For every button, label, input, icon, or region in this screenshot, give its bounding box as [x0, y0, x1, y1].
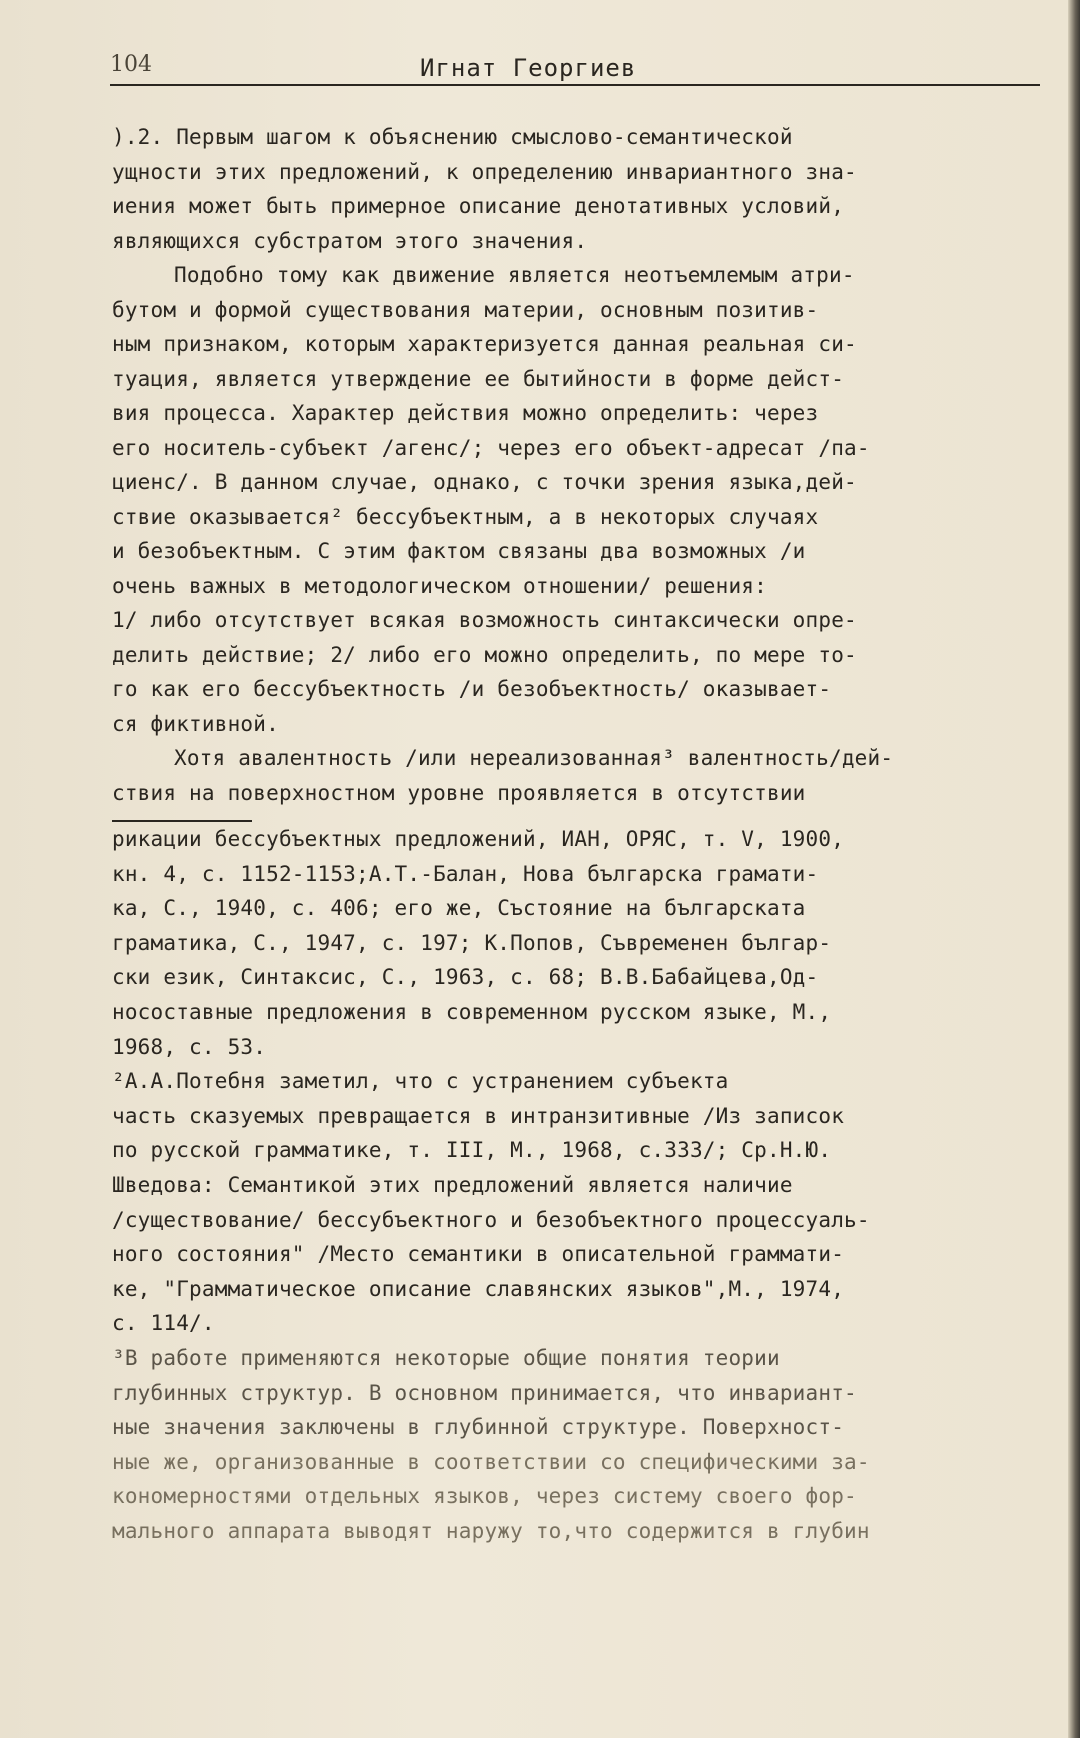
- footnote-line: ски език, Синтаксис, С., 1963, с. 68; В.В.Бабайцева,Од-: [112, 965, 819, 990]
- footnote-line: Шведова: Семантикой этих предложений является наличие: [112, 1172, 793, 1197]
- body-line: туация, является утверждение ее бытийности в форме дейст-: [112, 366, 845, 391]
- footnote-line: по русской грамматике, т. III, М., 1968, с.333/; Ср.Н.Ю.: [112, 1138, 832, 1163]
- body-line: ным признаком, которым характеризуется данная реальная си-: [112, 332, 857, 356]
- body-line: ущности этих предложений, к определению инвариантного зна-: [112, 159, 857, 184]
- body-line: его носитель-субъект /агенс/; через его объект-адресат /па-: [112, 435, 870, 460]
- page-edge-shadow: [1068, 0, 1080, 1738]
- footnote-line: кономерностями отдельных языков, через систему своего фор-: [112, 1484, 857, 1509]
- body-line: ).2. Первым шагом к объяснению смыслово-семантической: [112, 125, 793, 149]
- footnote-line: ные значения заключены в глубинной структуре. Поверхност-: [112, 1415, 845, 1440]
- footnotes: [112, 822, 1047, 1548]
- footnote-line: /существование/ бессубъектного и безобъектного процессуаль-: [112, 1207, 870, 1232]
- body-line: го как его бессубъектность /и безобъектность/ оказывает-: [112, 677, 832, 701]
- footnote-line: часть сказуемых превращается в интранзитивные /Из записок: [112, 1103, 845, 1128]
- body-line: бутом и формой существования материи, основным позитив-: [112, 297, 819, 322]
- body-line: очень важных в методологическом отношении/ решения:: [112, 573, 767, 598]
- page-number: 104: [110, 52, 152, 77]
- body-line: 1/ либо отсутствует всякая возможность синтаксически опре-: [112, 608, 857, 632]
- footnote-line: ка, С., 1940, с. 406; его же, Състояние на българската: [112, 896, 806, 921]
- body-line: вия процесса. Характер действия можно определить: через: [112, 401, 819, 425]
- page-header: [110, 52, 1040, 86]
- body-line: Подобно тому как движение является неотъемлемым атри-: [174, 263, 855, 287]
- body-line: являющихся субстратом этого значения.: [112, 228, 588, 253]
- footnote-line: глубинных структур. В основном принимается, что инвариант-: [112, 1380, 857, 1405]
- body-line: Хотя авалентность /или нереализованная³ валентность/дей-: [174, 746, 894, 770]
- footnote-line: ке, "Грамматическое описание славянских языков",М., 1974,: [112, 1276, 845, 1301]
- footnote-line: 1968, с. 53.: [112, 1034, 267, 1059]
- footnote-line: ного состояния" /Место семантики в описательной граммати-: [112, 1242, 845, 1267]
- running-title: Игнат Георгиев: [420, 54, 637, 82]
- body-line: иения может быть примерное описание денотативных условий,: [112, 194, 845, 218]
- body-line: и безобъектным. С этим фактом связаны два возможных /и: [112, 539, 806, 563]
- footnote-line: мального аппарата выводят наружу то,что содержится в глубин: [112, 1518, 870, 1543]
- footnote-line: кн. 4, с. 1152-1153;А.Т.-Балан, Нова българска грамати-: [112, 861, 819, 886]
- body-line: циенс/. В данном случае, однако, с точки зрения языка,дей-: [112, 470, 857, 494]
- body-line: ся фиктивной.: [112, 711, 279, 736]
- body-line: ствия на поверхностном уровне проявляется в отсутствии: [112, 780, 806, 805]
- footnote-line: носоставные предложения в современном русском языке, М.,: [112, 999, 832, 1024]
- footnote-line: рикации бессубъектных предложений, ИАН, ОРЯС, т. V, 1900,: [112, 827, 845, 851]
- body-text: [112, 120, 1047, 810]
- footnote-line: ³В работе применяются некоторые общие понятия теории: [112, 1345, 780, 1370]
- footnote-line: ²А.А.Потебня заметил, что с устранением субъекта: [112, 1069, 729, 1094]
- footnote-line: с. 114/.: [112, 1311, 215, 1336]
- body-line: делить действие; 2/ либо его можно определить, по мере то-: [112, 642, 857, 667]
- footnote-line: граматика, С., 1947, с. 197; К.Попов, Съвременен българ-: [112, 930, 832, 955]
- body-line: ствие оказывается² бессубъектным, а в некоторых случаях: [112, 504, 819, 529]
- footnote-line: ные же, организованные в соответствии со специфическими за-: [112, 1449, 870, 1474]
